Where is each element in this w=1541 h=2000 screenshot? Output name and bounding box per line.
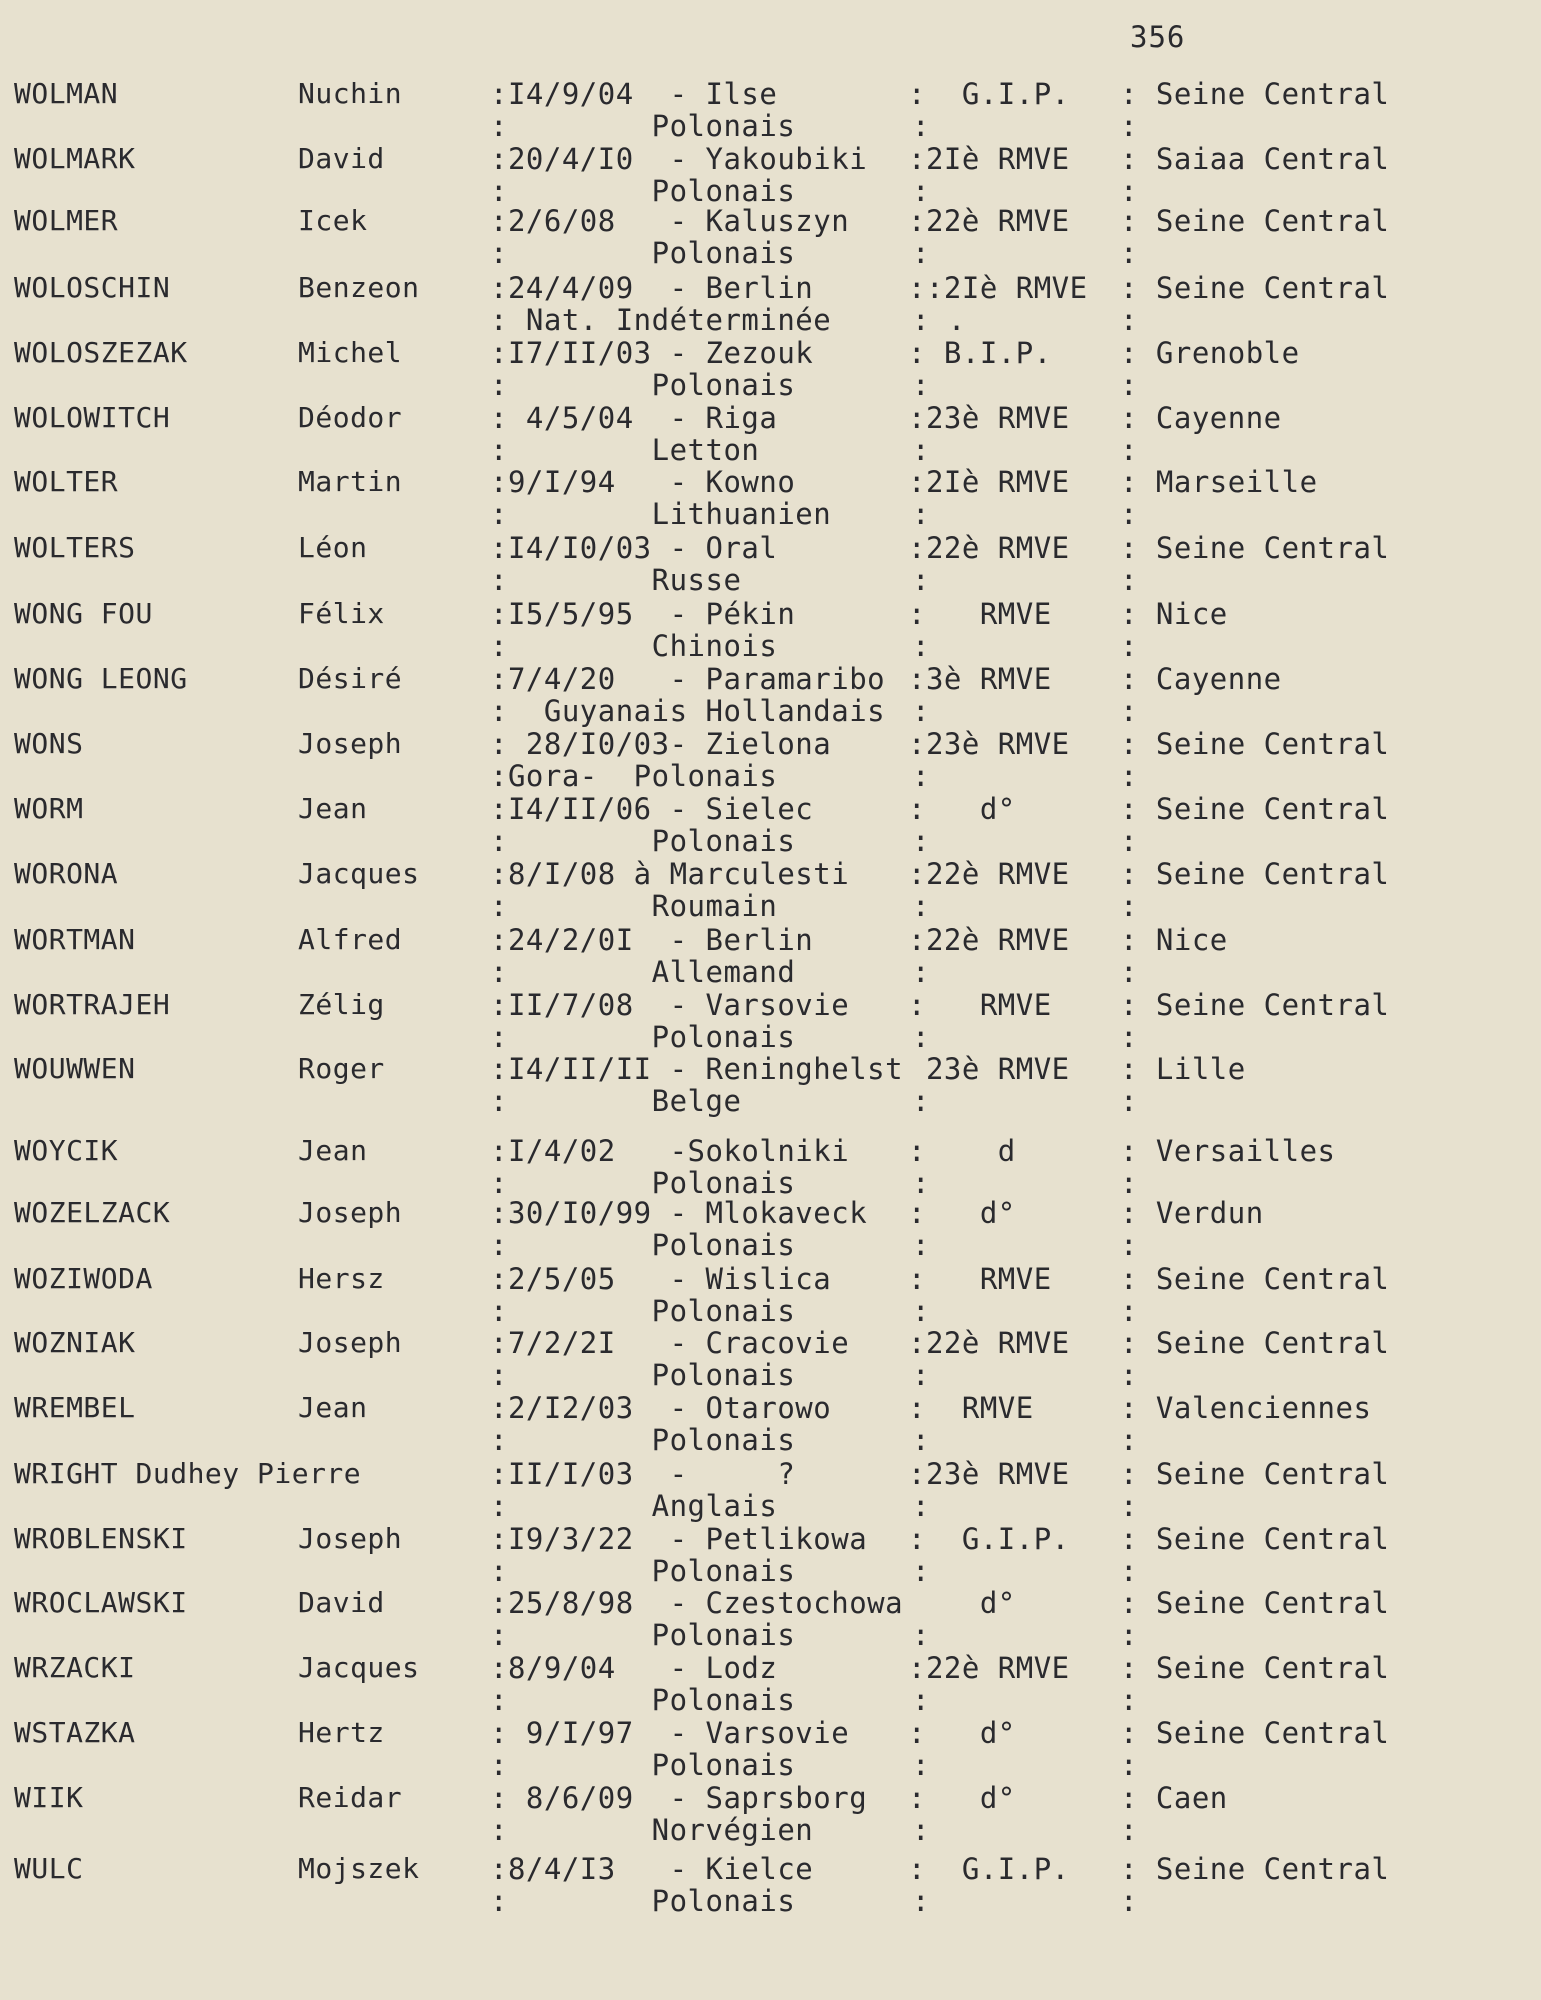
record-nat: : Polonais [490,1020,796,1054]
record-birth: :8/I/08 à Marculesti [490,857,850,891]
record-col1: : [912,1084,930,1118]
record-surname: WROCLAWSKI [14,1586,188,1619]
record-surname: WULC [14,1852,84,1885]
record-unit: :2Iè RMVE [908,142,1070,176]
record-row [0,1392,1541,1456]
record-unit: : d° [908,1196,1016,1230]
record-given: Léon [298,531,368,564]
record-unit: : d [908,1134,1016,1168]
record-surname: WOZELZACK [14,1196,171,1229]
record-surname: WRZACKI [14,1651,136,1684]
record-birth: :8/4/I3 - Kielce [490,1852,814,1886]
record-col2: : [1120,1618,1138,1652]
record-col1: : [912,497,930,531]
record-dest: : Seine Central [1120,1262,1390,1296]
record-birth: :8/9/04 - Lodz [490,1651,778,1685]
record-nat: : Polonais [490,1748,796,1782]
record-birth: :30/I0/99 - Mlokaveck [490,1196,868,1230]
record-birth: :I9/3/22 - Petlikowa [490,1522,868,1556]
record-row [0,598,1541,662]
record-unit: :3è RMVE [908,662,1052,696]
record-col1: : [912,824,930,858]
record-given: Jean [298,792,368,825]
record-nat: : Polonais [490,1554,796,1588]
record-unit: : G.I.P. [908,77,1070,111]
record-given: Jacques [298,1651,420,1684]
record-dest: : Seine Central [1120,271,1390,305]
record-row [0,272,1541,336]
record-surname: WOZNIAK [14,1326,136,1359]
record-dest: : Seine Central [1120,792,1390,826]
record-unit: : B.I.P. [908,336,1052,370]
record-col2: : [1120,1489,1138,1523]
record-row [0,1197,1541,1261]
record-row [0,1853,1541,1917]
record-dest: : Verdun [1120,1196,1264,1230]
record-birth: :2/I2/03 - Otarowo [490,1391,832,1425]
record-given: Martin [298,465,403,498]
record-col2: : [1120,563,1138,597]
record-nat: : Polonais [490,109,796,143]
record-birth: :20/4/I0 - Yakoubiki [490,142,868,176]
record-col2: : [1120,174,1138,208]
record-dest: : Lille [1120,1052,1246,1086]
record-col2: : [1120,1423,1138,1457]
record-row [0,728,1541,792]
record-col2: : [1120,629,1138,663]
record-col1: : [912,174,930,208]
record-unit: :23è RMVE [908,727,1070,761]
record-col2: : [1120,889,1138,923]
record-row [0,1263,1541,1327]
record-birth: :II/I/03 - ? [490,1457,796,1491]
record-surname: WOLMER [14,204,119,237]
record-given: Déodor [298,401,403,434]
record-birth: :24/2/0I - Berlin [490,923,814,957]
record-unit: :22è RMVE [908,204,1070,238]
record-nat: : Polonais [490,1884,796,1918]
record-col1: : [912,759,930,793]
record-col1: : [912,563,930,597]
record-given: Roger [298,1052,385,1085]
record-col2: : [1120,497,1138,531]
record-row [0,1458,1541,1522]
record-unit: : RMVE [908,1262,1052,1296]
page-number: 356 [1130,20,1186,54]
record-col2: : [1120,109,1138,143]
record-unit: : RMVE [908,1391,1034,1425]
record-dest: : Seine Central [1120,1457,1390,1491]
record-col2: : [1120,1358,1138,1392]
record-nat: : Polonais [490,1618,796,1652]
record-surname: WONG FOU [14,597,153,630]
record-given: Nuchin [298,77,403,110]
record-given: Zélig [298,988,385,1021]
record-dest: : Seine Central [1120,1651,1390,1685]
record-dest: : Nice [1120,923,1228,957]
record-row [0,1523,1541,1587]
record-unit: : G.I.P. [908,1852,1070,1886]
record-dest: : Versailles [1120,1134,1336,1168]
record-nat: : Polonais [490,174,796,208]
record-nat: : Polonais [490,1166,796,1200]
record-birth: :I5/5/95 - Pékin [490,597,796,631]
record-col1: : [912,109,930,143]
record-dest: : Seine Central [1120,1852,1390,1886]
record-dest: : Valenciennes [1120,1391,1372,1425]
record-row [0,337,1541,401]
record-unit: :2Iè RMVE [908,465,1070,499]
record-row [0,924,1541,988]
record-birth: : 28/I0/03- Zielona [490,727,832,761]
record-birth: :I4/II/II - Reninghelst [490,1052,904,1086]
record-col2: : [1120,1228,1138,1262]
record-dest: : Cayenne [1120,401,1282,435]
record-unit: :23è RMVE [908,401,1070,435]
record-col2: : [1120,1084,1138,1118]
record-given: David [298,1586,385,1619]
record-surname: WOLTER [14,465,119,498]
record-surname: WOLOSZEZAK [14,336,188,369]
record-col1: : [912,629,930,663]
record-birth: :7/2/2I - Cracovie [490,1326,850,1360]
record-birth: :I4/9/04 - Ilse [490,77,778,111]
record-surname: WORM [14,792,84,825]
record-birth: :II/7/08 - Varsovie [490,988,850,1022]
record-nat: : Roumain [490,889,778,923]
record-given: Hertz [298,1716,385,1749]
record-given: David [298,142,385,175]
record-dest: : Seine Central [1120,727,1390,761]
record-nat: : Polonais [490,236,796,270]
record-col1: : [912,236,930,270]
record-surname: WORONA [14,857,119,890]
record-unit: : RMVE [908,988,1052,1022]
record-birth: :9/I/94 - Kowno [490,465,796,499]
record-given: Jean [298,1391,368,1424]
record-dest: : Saiaa Central [1120,142,1390,176]
record-unit: ::2Iè RMVE [908,271,1088,305]
record-surname: WOLTERS [14,531,136,564]
record-nat: : Polonais [490,1683,796,1717]
record-unit: :22è RMVE [908,857,1070,891]
record-dest: : Seine Central [1120,531,1390,565]
record-given: Jean [298,1134,368,1167]
record-row [0,989,1541,1053]
record-birth: : 8/6/09 - Saprsborg [490,1781,868,1815]
record-nat: : Norvégien [490,1813,814,1847]
record-col1: : [912,1489,930,1523]
record-row [0,663,1541,727]
record-col2: : [1120,1813,1138,1847]
record-dest: : Grenoble [1120,336,1300,370]
record-dest: : Cayenne [1120,662,1282,696]
record-dest: : Seine Central [1120,1326,1390,1360]
record-birth: :7/4/20 - Paramaribo [490,662,886,696]
record-given: Reidar [298,1781,403,1814]
record-surname: WROBLENSKI [14,1522,188,1555]
record-surname: WIIK [14,1781,84,1814]
record-nat: : Russe [490,563,742,597]
record-given: Félix [298,597,385,630]
record-birth: :I/4/02 -Sokolniki [490,1134,850,1168]
record-nat: : Polonais [490,1358,796,1392]
record-col2: : [1120,236,1138,270]
record-col1: : [912,1618,930,1652]
record-row [0,1135,1541,1199]
record-birth: :2/6/08 - Kaluszyn [490,204,850,238]
record-col1: : [912,1423,930,1457]
record-col2: : [1120,955,1138,989]
record-surname: WOLMAN [14,77,119,110]
record-col2: : [1120,824,1138,858]
record-col1: : [912,889,930,923]
record-col2: : [1120,303,1138,337]
record-nat: : Polonais [490,1423,796,1457]
record-surname: WORTMAN [14,923,136,956]
record-row [0,78,1541,142]
record-row [0,793,1541,857]
record-col1: : [912,1748,930,1782]
record-row [0,1717,1541,1781]
record-unit: : d° [908,1781,1016,1815]
record-row [0,205,1541,269]
record-row [0,532,1541,596]
record-row [0,466,1541,530]
record-col2: : [1120,1294,1138,1328]
record-dest: : Seine Central [1120,857,1390,891]
record-surname: WSTAZKA [14,1716,136,1749]
record-col2: : [1120,1020,1138,1054]
record-dest: : Seine Central [1120,1716,1390,1750]
record-given: Alfred [298,923,403,956]
record-unit: :22è RMVE [908,531,1070,565]
record-col1: : [912,1358,930,1392]
record-col1: : [912,368,930,402]
record-row [0,858,1541,922]
record-given: Joseph [298,1326,403,1359]
record-birth: : 4/5/04 - Riga [490,401,778,435]
record-col2: : [1120,1554,1138,1588]
record-given: Benzeon [298,271,420,304]
record-unit: : RMVE [908,597,1052,631]
record-nat: : Nat. Indéterminée [490,303,832,337]
record-nat: : Belge [490,1084,742,1118]
record-col2: : [1120,759,1138,793]
record-given: Hersz [298,1262,385,1295]
record-birth: :I7/II/03 - Zezouk [490,336,814,370]
record-given: Icek [298,204,368,237]
record-birth: :24/4/09 - Berlin [490,271,814,305]
record-col2: : [1120,1748,1138,1782]
record-surname: WOLOWITCH [14,401,171,434]
record-unit: : d° [908,792,1016,826]
record-unit: d° [908,1586,1016,1620]
record-unit: :23è RMVE [908,1457,1070,1491]
record-col2: : [1120,433,1138,467]
record-dest: : Seine Central [1120,204,1390,238]
record-unit: :22è RMVE [908,923,1070,957]
record-given: Joseph [298,1196,403,1229]
record-dest: : Seine Central [1120,988,1390,1022]
record-nat: : Guyanais Hollandais [490,694,886,728]
record-birth: :I4/II/06 - Sielec [490,792,814,826]
record-surname: WRIGHT Dudhey Pierre [14,1457,362,1490]
record-given: Joseph [298,1522,403,1555]
record-col1: : [912,1813,930,1847]
record-unit: : G.I.P. [908,1522,1070,1556]
record-row [0,1327,1541,1391]
record-nat: : Polonais [490,368,796,402]
record-col1: : [912,433,930,467]
record-given: Désiré [298,662,403,695]
record-nat: : Allemand [490,955,796,989]
record-dest: : Nice [1120,597,1228,631]
record-col1: : [912,1884,930,1918]
record-given: Mojszek [298,1852,420,1885]
record-dest: : Seine Central [1120,1522,1390,1556]
record-given: Jacques [298,857,420,890]
record-surname: WORTRAJEH [14,988,171,1021]
record-unit: 23è RMVE [908,1052,1070,1086]
record-col1: : [912,694,930,728]
record-unit: : d° [908,1716,1016,1750]
record-surname: WOLMARK [14,142,136,175]
record-surname: WREMBEL [14,1391,136,1424]
record-unit: :22è RMVE [908,1326,1070,1360]
record-col1: : [912,1228,930,1262]
record-nat: :Gora- Polonais [490,759,778,793]
record-row [0,143,1541,207]
record-row [0,1652,1541,1716]
record-nat: : Polonais [490,824,796,858]
record-birth: : 9/I/97 - Varsovie [490,1716,850,1750]
record-given: Michel [298,336,403,369]
record-surname: WOLOSCHIN [14,271,171,304]
record-given: Joseph [298,727,403,760]
record-nat: : Lithuanien [490,497,832,531]
record-dest: : Caen [1120,1781,1228,1815]
record-nat: : Anglais [490,1489,778,1523]
record-birth: :2/5/05 - Wislica [490,1262,832,1296]
record-row [0,1782,1541,1846]
record-col1: : [912,1020,930,1054]
record-col2: : [1120,1884,1138,1918]
record-surname: WONG LEONG [14,662,188,695]
record-surname: WONS [14,727,84,760]
record-row [0,1587,1541,1651]
record-col2: : [1120,694,1138,728]
record-col2: : [1120,1166,1138,1200]
record-col1: : [912,1554,930,1588]
record-unit: :22è RMVE [908,1651,1070,1685]
record-row [0,1053,1541,1117]
record-surname: WOYCIK [14,1134,119,1167]
record-col2: : [1120,1683,1138,1717]
record-nat: : Chinois [490,629,778,663]
record-nat: : Letton [490,433,760,467]
record-dest: : Seine Central [1120,1586,1390,1620]
record-surname: WOZIWODA [14,1262,153,1295]
record-nat: : Polonais [490,1228,796,1262]
record-surname: WOUWWEN [14,1052,136,1085]
record-col1: : [912,1294,930,1328]
record-col1: : [912,955,930,989]
record-col1: : . [912,303,966,337]
record-row [0,402,1541,466]
record-col2: : [1120,368,1138,402]
record-dest: : Marseille [1120,465,1318,499]
record-dest: : Seine Central [1120,77,1390,111]
record-birth: :25/8/98 - Czestochowa [490,1586,904,1620]
record-birth: :I4/I0/03 - Oral [490,531,778,565]
record-col1: : [912,1683,930,1717]
record-col1: : [912,1166,930,1200]
record-nat: : Polonais [490,1294,796,1328]
